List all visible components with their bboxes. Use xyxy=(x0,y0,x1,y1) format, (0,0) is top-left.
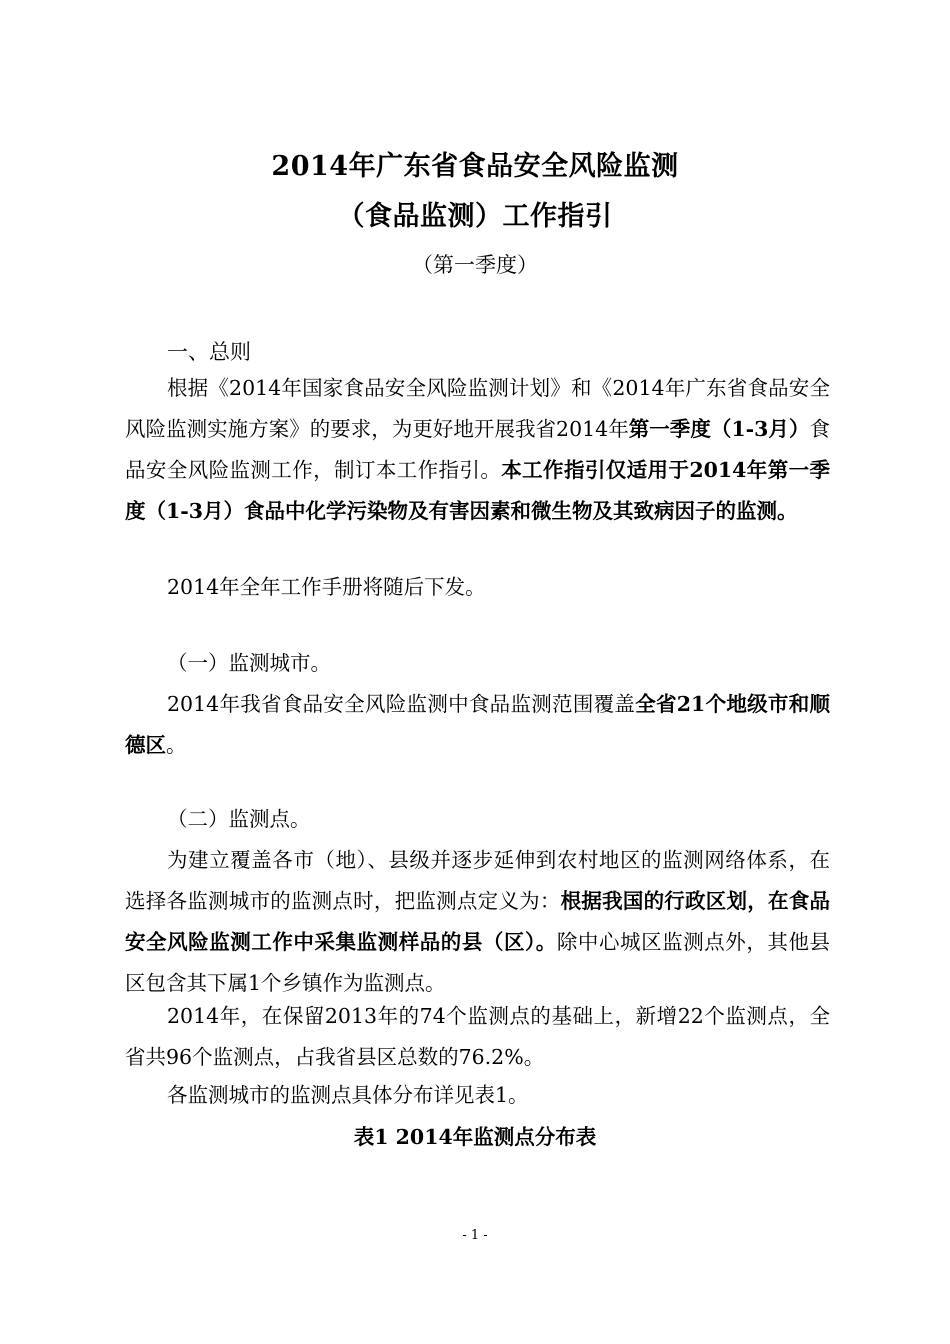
paragraph-text: 根据《2014年国家食品安全风险监测计划》和《2014年广东省食品安全风险监测实施方案》的要求，为更好地开展我省2014年 xyxy=(125,376,830,441)
paragraph-monitoring-points xyxy=(125,840,830,1004)
document-title-line1: 2014年广东省食品安全风险监测 xyxy=(271,151,679,182)
section-heading-general: 一、总则 xyxy=(167,340,251,364)
paragraph-cities xyxy=(125,684,830,766)
paragraph-bold-text: 根据我国的行政区划，在食品安全风险监测工作中采集监测样品的县（区）。 xyxy=(125,889,831,954)
paragraph-text: 食品安全风险监测工作，制订本工作指引。 xyxy=(125,417,830,482)
paragraph-annual-manual xyxy=(125,567,830,608)
paragraph-text: 除中心城区监测点外，其他县区包含其下属1个乡镇作为监测点。 xyxy=(125,930,831,995)
page-number: - 1 - xyxy=(462,1228,488,1243)
subsection-heading-points: （二）监测点。 xyxy=(167,807,311,831)
paragraph-point-counts xyxy=(125,996,830,1078)
paragraph-basis xyxy=(125,368,830,532)
paragraph-text: 各监测城市的监测点具体分布详见表1。 xyxy=(167,1083,529,1107)
paragraph-text: 。 xyxy=(166,733,187,757)
paragraph-text: 2014年，在保留2013年的74个监测点的基础上，新增22个监测点，全省共96个监测点，占我省县区总数的76.2%。 xyxy=(125,1004,830,1069)
paragraph-bold-text: 第一季度（1-3月） xyxy=(628,417,810,441)
paragraph-table-reference xyxy=(125,1075,830,1116)
paragraph-text: 为建立覆盖各市（地）、县级并逐步延伸到农村地区的监测网络体系，在选择各监测城市的监测点时，把监测点定义为： xyxy=(125,848,830,913)
paragraph-bold-text: 本工作指引仅适用于2014年第一季度（1-3月）食品中化学污染物及有害因素和微生物及其致病因子的监测。 xyxy=(125,458,831,523)
document-subtitle: （第一季度） xyxy=(412,253,538,277)
paragraph-bold-text: 全省21个地级市和顺德区 xyxy=(125,692,831,757)
paragraph-text: 2014年全年工作手册将随后下发。 xyxy=(167,575,486,599)
table-caption: 表1 2014年监测点分布表 xyxy=(353,1125,597,1149)
paragraph-text: 2014年我省食品安全风险监测中食品监测范围覆盖 xyxy=(167,692,636,716)
document-title-line2: （食品监测）工作指引 xyxy=(337,201,613,232)
subsection-heading-cities: （一）监测城市。 xyxy=(167,651,331,675)
